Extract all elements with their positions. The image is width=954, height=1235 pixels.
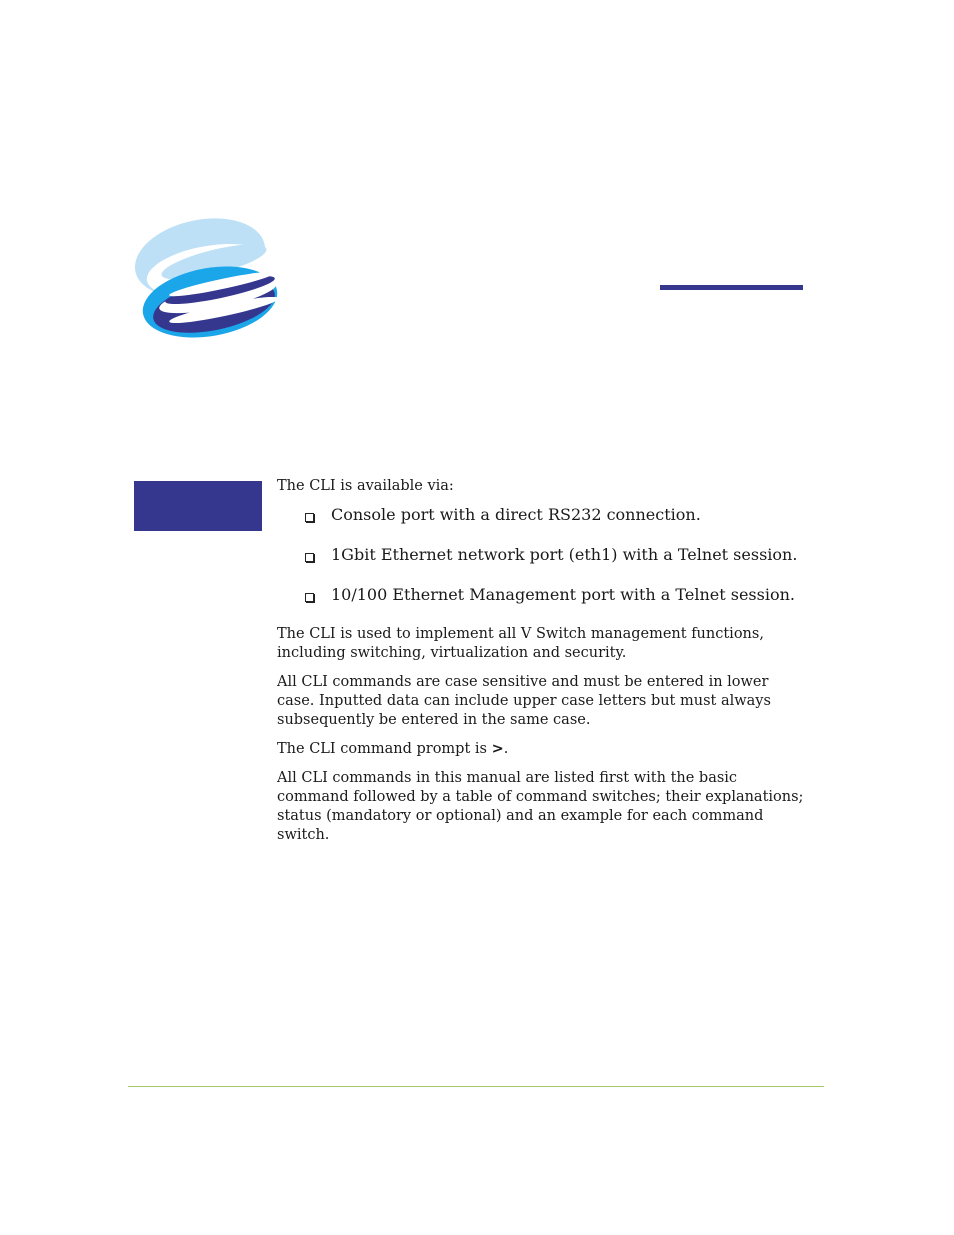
paragraph-case-sensitivity: All CLI commands are case sensitive and must be entered in lower case. Inputted data can include upper case letters but must always subsequently be entered in the same case. — [277, 674, 771, 728]
access-methods-list — [305, 504, 825, 624]
prompt-symbol: > — [491, 741, 504, 757]
prompt-text-suffix: . — [503, 741, 509, 757]
paragraph-command-prompt — [277, 740, 807, 759]
list-item-label: Console port with a direct RS232 connection. — [331, 505, 701, 524]
section-marker-block — [134, 481, 262, 531]
logo-swirl-icon — [128, 210, 288, 345]
prompt-text-prefix: The CLI command prompt is — [277, 741, 492, 757]
list-item-label: 10/100 Ethernet Management port with a Telnet session. — [331, 585, 795, 604]
checkbox-bullet-icon — [305, 553, 314, 562]
footer-rule — [128, 1086, 824, 1087]
list-item — [305, 504, 825, 544]
list-item — [305, 584, 825, 624]
list-item — [305, 544, 825, 584]
list-item-label: 1Gbit Ethernet network port (eth1) with a Telnet session. — [331, 545, 798, 564]
company-logo — [128, 210, 288, 345]
checkbox-bullet-icon — [305, 593, 314, 602]
title-rule — [660, 285, 803, 290]
intro-text: The CLI is available via: — [277, 478, 454, 494]
paragraph-command-listing: All CLI commands in this manual are listed first with the basic command followed by a table of command switches; their explanations; status (mandatory or optional) and an example for each command switch. — [277, 770, 804, 843]
checkbox-bullet-icon — [305, 513, 314, 522]
body-text — [277, 625, 807, 855]
paragraph-management-functions: The CLI is used to implement all V Switch management functions, including switching, virtualization and security. — [277, 626, 764, 661]
